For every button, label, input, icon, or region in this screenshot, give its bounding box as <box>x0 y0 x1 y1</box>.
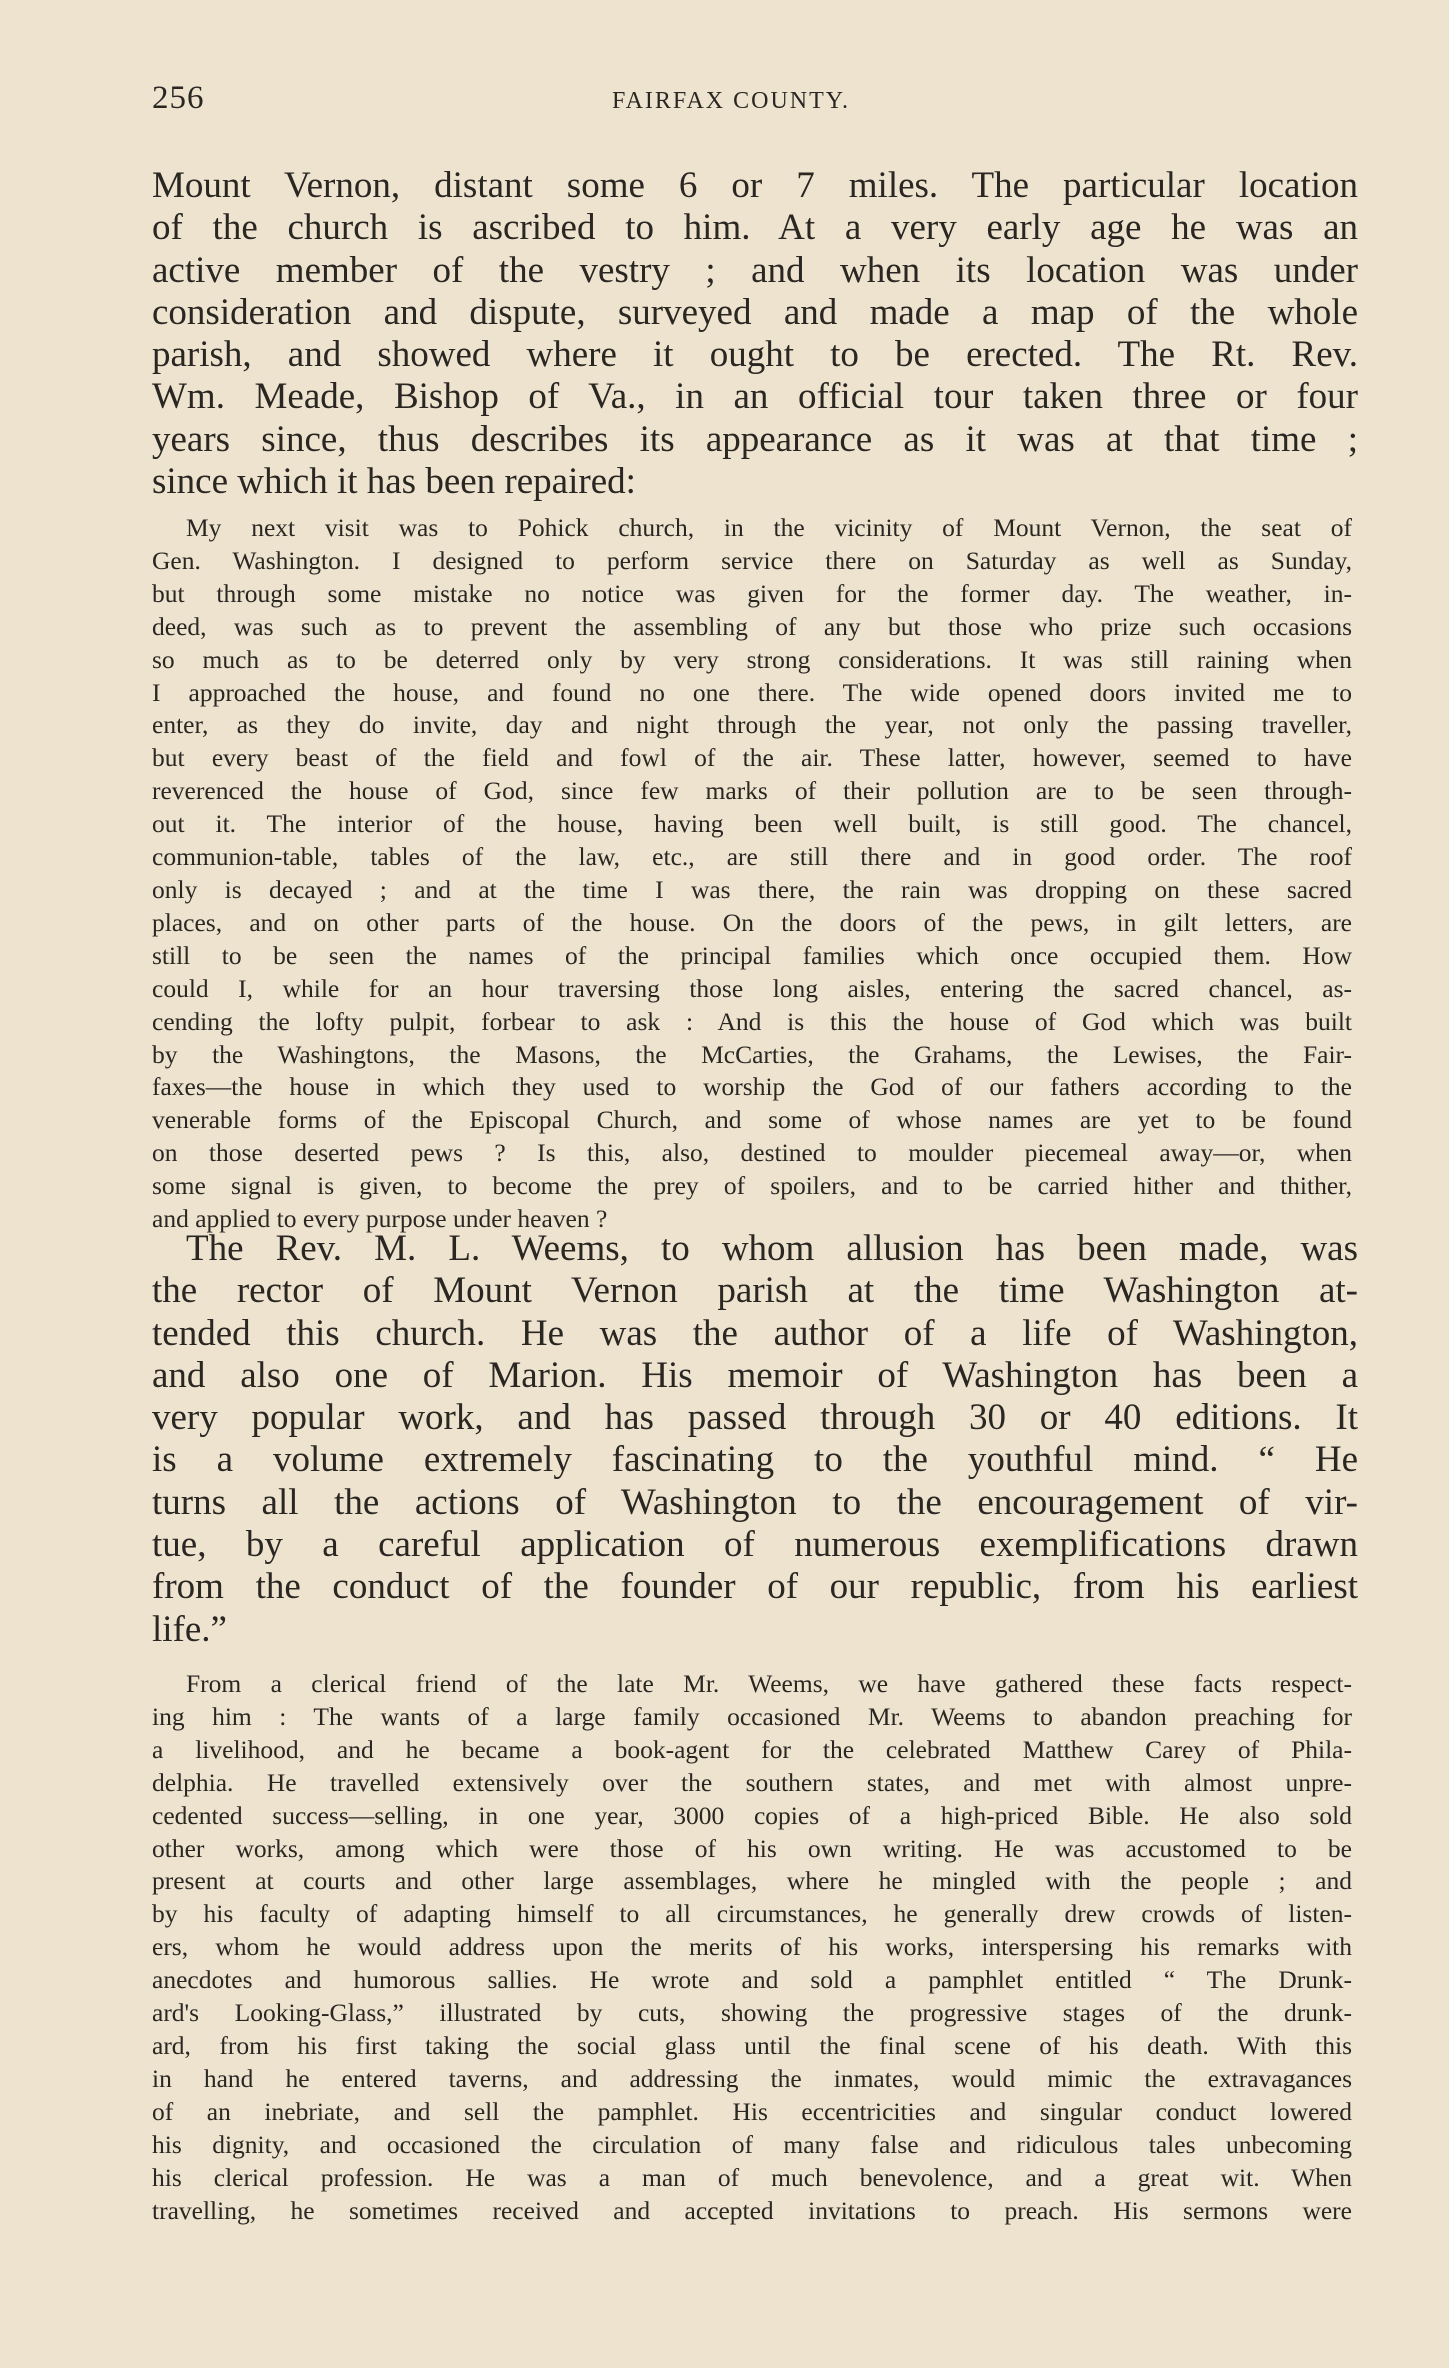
text-line: other works, among which were those of his own writing. He was accustomed to be <box>152 1833 1352 1863</box>
text-line: ers, whom he would address upon the merits of his works, interspersing his remarks with <box>152 1932 1352 1962</box>
body-paragraph-1 <box>152 165 1358 503</box>
text-line: present at courts and other large assemblages, where he mingled with the people ; and <box>152 1866 1352 1896</box>
text-line: I approached the house, and found no one there. The wide opened doors invited me to <box>152 677 1352 707</box>
text-line: of the church is ascribed to him. At a very early age he was an <box>152 207 1358 249</box>
text-line: some signal is given, to become the prey of spoilers, and to be carried hither and thither, <box>152 1171 1352 1201</box>
text-line: very popular work, and has passed through 30 or 40 editions. It <box>152 1397 1358 1439</box>
text-line: could I, while for an hour traversing those long aisles, entering the sacred chancel, as- <box>152 973 1352 1003</box>
text-line: ard's Looking-Glass,” illustrated by cuts, showing the progressive stages of the drunk- <box>152 1998 1352 2028</box>
text-line: his dignity, and occasioned the circulation of many false and ridiculous tales unbecoming <box>152 2129 1352 2159</box>
text-line: The Rev. M. L. Weems, to whom allusion has been made, was <box>186 1228 1358 1269</box>
text-line: faxes—the house in which they used to worship the God of our fathers according to the <box>152 1072 1352 1102</box>
quoted-passage <box>152 512 1352 1236</box>
text-line: enter, as they do invite, day and night through the year, not only the passing traveller, <box>152 710 1352 740</box>
text-line: of an inebriate, and sell the pamphlet. His eccentricities and singular conduct lowered <box>152 2096 1352 2126</box>
text-line: his clerical profession. He was a man of much benevolence, and a great wit. When <box>152 2162 1352 2192</box>
text-line: ing him : The wants of a large family occasioned Mr. Weems to abandon preaching for <box>152 1701 1352 1731</box>
text-line: Mount Vernon, distant some 6 or 7 miles. The particular location <box>152 165 1358 206</box>
text-line: active member of the vestry ; and when its location was under <box>152 249 1358 291</box>
text-line: out it. The interior of the house, having been well built, is still good. The chancel, <box>152 809 1352 839</box>
text-line: tended this church. He was the author of a life of Washington, <box>152 1312 1358 1354</box>
text-line: From a clerical friend of the late Mr. Weems, we have gathered these facts respect- <box>186 1669 1352 1698</box>
page-number: 256 <box>152 80 205 116</box>
page-header <box>152 80 1352 130</box>
text-line: parish, and showed where it ought to be erected. The Rt. Rev. <box>152 334 1358 376</box>
text-line: cending the lofty pulpit, forbear to ask : And is this the house of God which was built <box>152 1006 1352 1036</box>
text-line: places, and on other parts of the house. On the doors of the pews, in gilt letters, are <box>152 907 1352 937</box>
body-paragraph-2 <box>152 1228 1358 1651</box>
text-line: Wm. Meade, Bishop of Va., in an official tour taken three or four <box>152 376 1358 418</box>
text-line: reverenced the house of God, since few marks of their pollution are to be seen through- <box>152 776 1352 806</box>
text-line: life.” <box>152 1608 227 1650</box>
text-line: cedented success—selling, in one year, 3000 copies of a high-priced Bible. He also sold <box>152 1800 1352 1830</box>
text-line: deed, was such as to prevent the assembling of any but those who prize such occasions <box>152 611 1352 641</box>
text-line: venerable forms of the Episcopal Church, and some of whose names are yet to be found <box>152 1105 1352 1135</box>
text-line: by the Washingtons, the Masons, the McCarties, the Grahams, the Lewises, the Fair- <box>152 1039 1352 1069</box>
text-line: years since, thus describes its appearance as it was at that time ; <box>152 418 1358 460</box>
text-line: a livelihood, and he became a book-agent for the celebrated Matthew Carey of Phila- <box>152 1734 1352 1764</box>
running-head: FAIRFAX COUNTY. <box>612 88 851 114</box>
text-line: but every beast of the field and fowl of the air. These latter, however, seemed to have <box>152 743 1352 773</box>
text-line: delphia. He travelled extensively over the southern states, and met with almost unpre- <box>152 1767 1352 1797</box>
text-line: from the conduct of the founder of our republic, from his earliest <box>152 1566 1358 1608</box>
text-line: travelling, he sometimes received and accepted invitations to preach. His sermons were <box>152 2195 1352 2225</box>
text-line: Gen. Washington. I designed to perform service there on Saturday as well as Sunday, <box>152 545 1352 575</box>
note-paragraph <box>152 1668 1352 2227</box>
text-line: by his faculty of adapting himself to all circumstances, he generally drew crowds of listen- <box>152 1899 1352 1929</box>
text-line: tue, by a careful application of numerous exemplifications drawn <box>152 1524 1358 1566</box>
text-line: in hand he entered taverns, and addressing the inmates, would mimic the extravagances <box>152 2063 1352 2093</box>
text-line: anecdotes and humorous sallies. He wrote and sold a pamphlet entitled “ The Drunk- <box>152 1965 1352 1995</box>
text-line: communion-table, tables of the law, etc., are still there and in good order. The roof <box>152 842 1352 872</box>
text-line: and applied to every purpose under heaven ? <box>152 1204 608 1234</box>
text-line: but through some mistake no notice was given for the former day. The weather, in- <box>152 578 1352 608</box>
text-line: My next visit was to Pohick church, in the vicinity of Mount Vernon, the seat of <box>186 513 1352 542</box>
text-line: on those deserted pews ? Is this, also, destined to moulder piecemeal away—or, when <box>152 1138 1352 1168</box>
text-line: ard, from his first taking the social glass until the final scene of his death. With this <box>152 2030 1352 2060</box>
text-line: turns all the actions of Washington to the encouragement of vir- <box>152 1481 1358 1523</box>
text-line: still to be seen the names of the principal families which once occupied them. How <box>152 940 1352 970</box>
text-line: is a volume extremely fascinating to the youthful mind. “ He <box>152 1439 1358 1481</box>
text-line: the rector of Mount Vernon parish at the time Washington at- <box>152 1270 1358 1312</box>
text-line: consideration and dispute, surveyed and made a map of the whole <box>152 291 1358 333</box>
text-line: so much as to be deterred only by very strong considerations. It was still raining when <box>152 644 1352 674</box>
text-line: since which it has been repaired: <box>152 461 636 503</box>
text-line: and also one of Marion. His memoir of Washington has been a <box>152 1354 1358 1396</box>
text-line: only is decayed ; and at the time I was there, the rain was dropping on these sacred <box>152 874 1352 904</box>
